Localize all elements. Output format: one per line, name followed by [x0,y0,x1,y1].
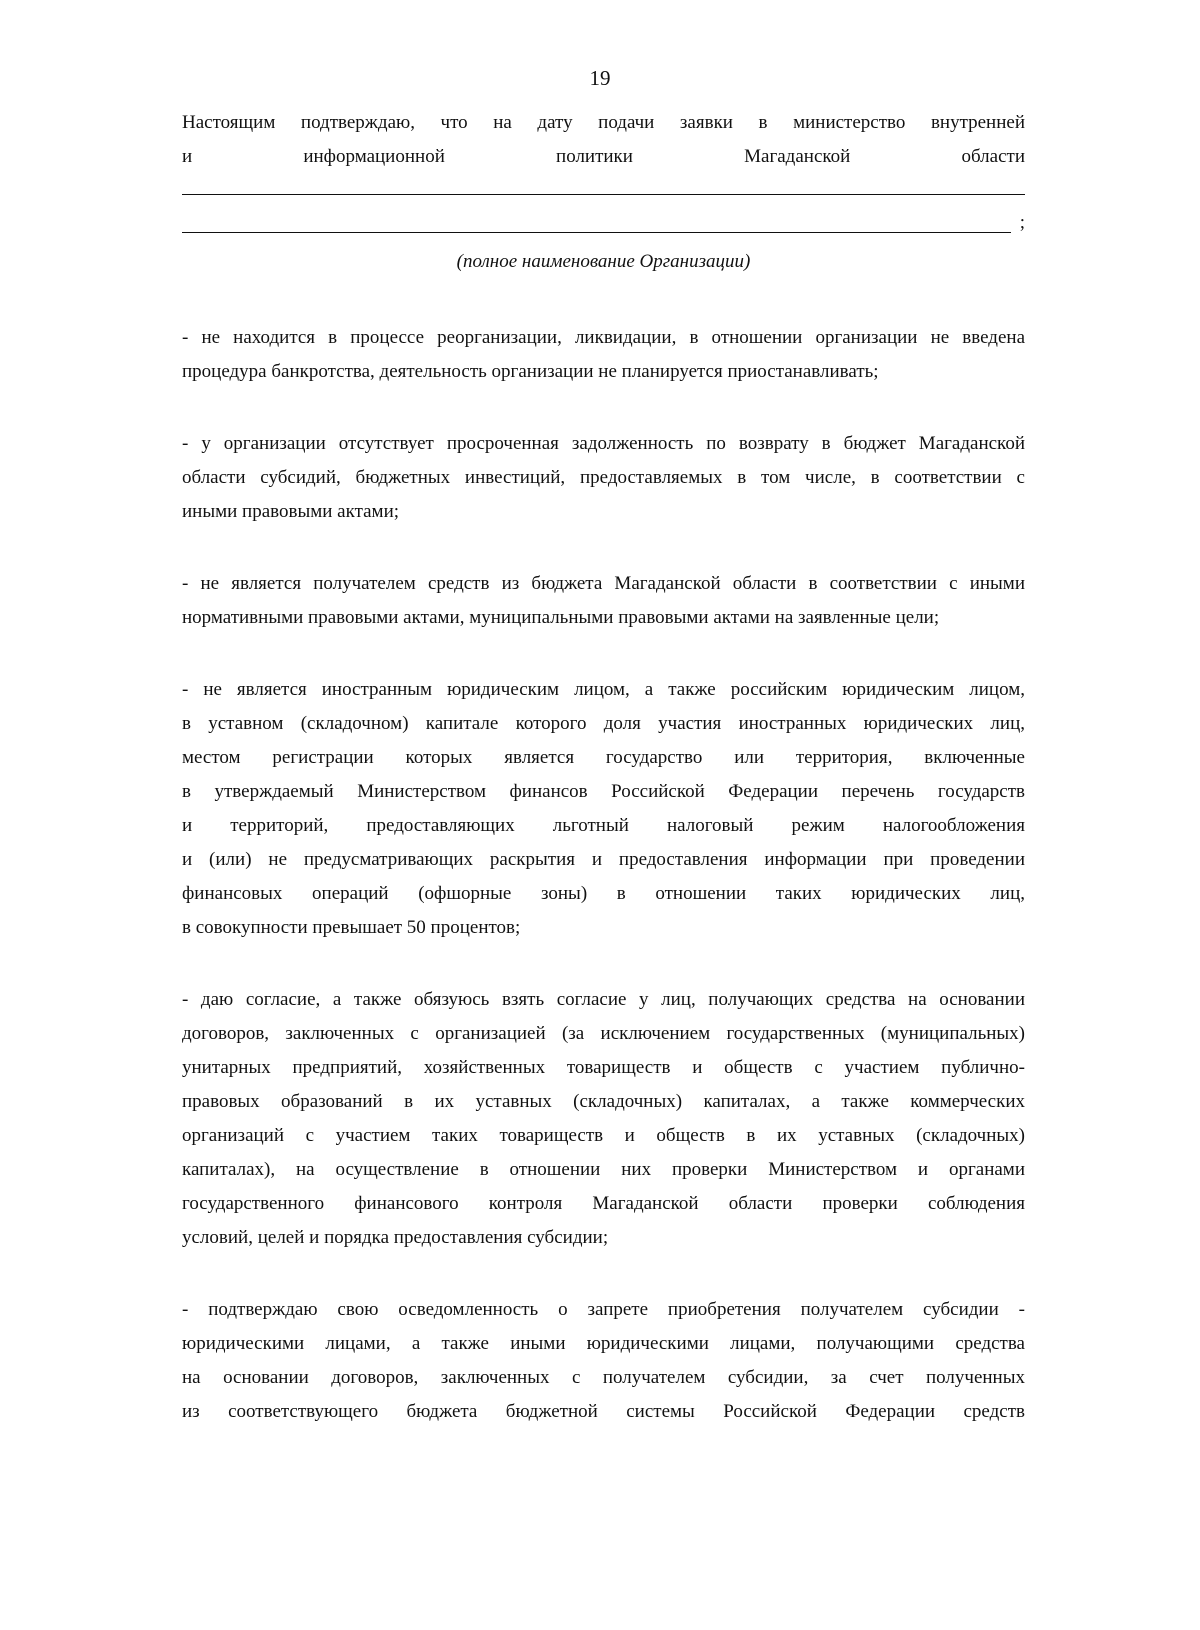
paragraph-line: в уставном (складочном) капитале которого доля участия иностранных юридических лиц, [182,713,1025,734]
paragraph-line: финансовых операций (офшорные зоны) в отношении таких юридических лиц, [182,883,1025,904]
blank-rule [182,212,1011,233]
paragraph-line: области субсидий, бюджетных инвестиций, предоставляемых в том числе, в соответствии с [182,467,1025,488]
document-body [182,106,1025,1429]
paragraph-line: правовых образований в их уставных (складочных) капиталах, а также коммерческих [182,1091,1025,1112]
paragraph-line: из соответствующего бюджета бюджетной системы Российской Федерации средств [182,1401,1025,1422]
condition-paragraph [182,567,1025,635]
paragraph-last-line: в совокупности превышает 50 процентов; [182,917,521,938]
paragraph-line: - не является иностранным юридическим лицом, а также российским юридическим лицом, [182,679,1025,700]
paragraph-line: местом регистрации которых является государство или территория, включенные [182,747,1025,768]
paragraph-last-line: процедура банкротства, деятельность организации не планируется приостанавливать; [182,361,879,382]
condition-paragraph [182,427,1025,529]
paragraph-line: унитарных предприятий, хозяйственных товариществ и обществ с участием публично- [182,1057,1025,1078]
intro-line: и информационной политики Магаданской области [182,146,1025,167]
condition-paragraph [182,983,1025,1255]
intro-paragraph [182,106,1025,174]
conditions-list [182,321,1025,1429]
organization-name-caption: (полное наименование Организации) [456,251,751,272]
paragraph-line: договоров, заключенных с организацией (за исключением государственных (муниципальных) [182,1023,1025,1044]
paragraph-line: на основании договоров, заключенных с получателем субсидии, за счет полученных [182,1367,1025,1388]
paragraph-line: - не является получателем средств из бюджета Магаданской области в соответствии с иными [182,573,1025,594]
paragraph-line: - подтверждаю свою осведомленность о запрете приобретения получателем субсидии - [182,1299,1025,1320]
paragraph-line: и (или) не предусматривающих раскрытия и предоставления информации при проведении [182,849,1025,870]
page-number: 19 [589,66,611,90]
paragraph-line: - даю согласие, а также обязуюсь взять согласие у лиц, получающих средства на основании [182,989,1025,1010]
paragraph-last-line: иными правовыми актами; [182,501,400,522]
paragraph-line: и территорий, предоставляющих льготный налоговый режим налогообложения [182,815,1025,836]
paragraph-line: в утверждаемый Министерством финансов Российской Федерации перечень государств [182,781,1025,802]
paragraph-line: государственного финансового контроля Магаданской области проверки соблюдения [182,1193,1025,1214]
paragraph-last-line: нормативными правовыми актами, муниципальными правовыми актами на заявленные цели; [182,607,940,628]
paragraph-line: - не находится в процессе реорганизации, ликвидации, в отношении организации не введена [182,327,1025,348]
intro-line: Настоящим подтверждаю, что на дату подачи заявки в министерство внутренней [182,112,1025,133]
paragraph-line: юридическими лицами, а также иными юридическими лицами, получающими средства [182,1333,1025,1354]
condition-paragraph [182,673,1025,945]
condition-paragraph [182,1293,1025,1429]
organization-name-blank-line [182,174,1025,195]
paragraph-last-line: условий, целей и порядка предоставления субсидии; [182,1227,609,1248]
paragraph-line: организаций с участием таких товариществ и обществ в их уставных (складочных) [182,1125,1025,1146]
organization-name-blank-line [182,195,1025,233]
paragraph-line: капиталах), на осуществление в отношении них проверки Министерством и органами [182,1159,1025,1180]
paragraph-line: - у организации отсутствует просроченная задолженность по возврату в бюджет Магаданской [182,433,1025,454]
condition-paragraph [182,321,1025,389]
semicolon: ; [1019,212,1025,233]
